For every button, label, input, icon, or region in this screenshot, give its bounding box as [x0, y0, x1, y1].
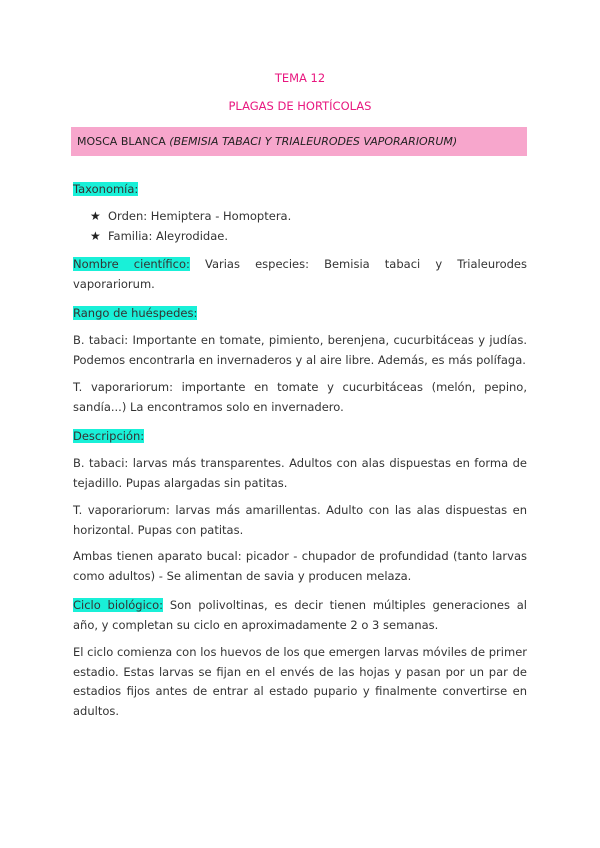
- star-bullet-icon: ★: [90, 209, 101, 223]
- taxonomy-heading-highlight: Taxonomía:: [73, 182, 139, 196]
- host-range-heading-highlight: Rango de huéspedes:: [73, 306, 198, 320]
- list-item: [90, 207, 291, 227]
- description-heading-highlight: Descripción:: [73, 429, 145, 443]
- description-paragraph-3: Ambas tienen aparato bucal: picador - chupador de profundidad (tanto larvas como adultos) - Se alimentan de savia y producen melaza.: [73, 549, 527, 583]
- description-heading: [73, 428, 144, 444]
- life-cycle-paragraph-2: El ciclo comienza con los huevos de los que emergen larvas móviles de primer estadio. Estas larvas se fijan en el envés de las hojas y pasan por un par de estadios fijos antes de entrar al estado pupario y finalmente convertirse en adultos.: [73, 645, 527, 718]
- taxonomy-list: [90, 207, 291, 246]
- life-cycle-text: Son polivoltinas, es decir tienen múltiples generaciones al año, y completan su ciclo en aproximadamente 2 o 3 semanas.: [73, 598, 527, 632]
- host-range-heading: [73, 305, 197, 321]
- section-title-band: [71, 127, 527, 156]
- life-cycle-label: Ciclo biológico:: [73, 598, 164, 612]
- host-range-paragraph-1: B. tabaci: Importante en tomate, pimiento, berenjena, cucurbitáceas y judías. Podemos encontrarla en invernaderos y al aire libre. Además, es más polífaga.: [73, 333, 527, 367]
- list-item-text: Orden: Hemiptera - Homoptera.: [108, 209, 292, 223]
- taxonomy-heading: [73, 181, 138, 197]
- topic-number: TEMA 12: [274, 71, 326, 85]
- scientific-name-text: Varias especies: Bemisia tabaci y Trialeurodes vaporariorum.: [73, 257, 527, 291]
- topic-title: PLAGAS DE HORTÍCOLAS: [228, 99, 372, 113]
- description-paragraph-1: B. tabaci: larvas más transparentes. Adultos con alas dispuestas en forma de tejadillo. Pupas alargadas sin patitas.: [73, 456, 527, 490]
- scientific-name-paragraph: [73, 255, 527, 294]
- list-item-text: Familia: Aleyrodidae.: [108, 228, 228, 243]
- pest-latin-name: (BEMISIA TABACI Y TRIALEURODES VAPORARIORUM): [169, 135, 458, 148]
- pest-name: MOSCA BLANCA: [77, 135, 166, 148]
- star-bullet-icon: ★: [90, 228, 101, 243]
- life-cycle-paragraph: [73, 596, 527, 635]
- host-range-paragraph-2: T. vaporariorum: importante en tomate y cucurbitáceas (melón, pepino, sandía...) La encontramos solo en invernadero.: [73, 380, 527, 414]
- scientific-name-label: Nombre científico:: [73, 257, 190, 271]
- description-paragraph-2: T. vaporariorum: larvas más amarillentas. Adulto con las alas dispuestas en horizontal. Pupas con patitas.: [73, 503, 527, 537]
- list-item: [90, 227, 291, 247]
